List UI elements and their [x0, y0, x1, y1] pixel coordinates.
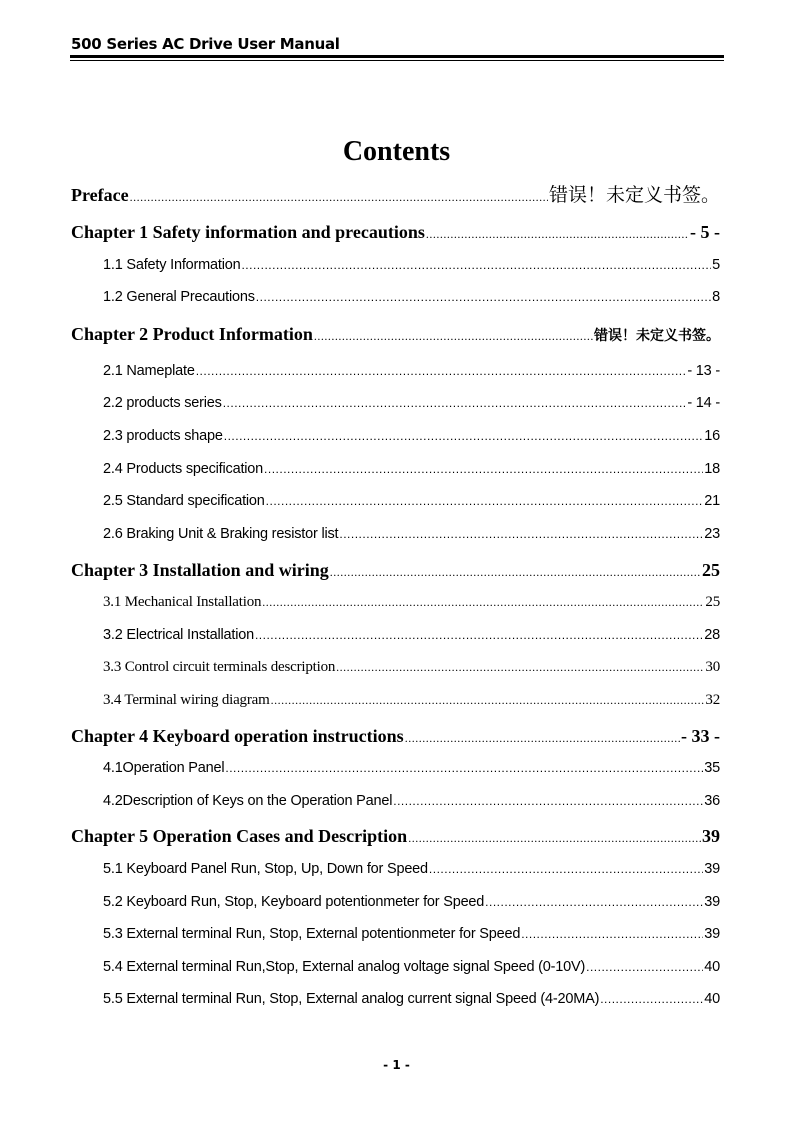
- toc-entry[interactable]: [103, 627, 720, 643]
- dot-leader: [256, 290, 711, 304]
- header-rule-thin: [70, 60, 724, 61]
- dot-leader: [336, 660, 704, 675]
- toc-entry[interactable]: [71, 324, 720, 345]
- dot-leader: [271, 693, 705, 708]
- toc-entry-page: 28: [704, 627, 720, 643]
- toc-entry-label: Chapter 2 Product Information: [71, 324, 313, 344]
- toc-entry-page: - 33 -: [681, 726, 720, 746]
- toc-entry-page: 5: [712, 257, 720, 273]
- toc-entry-page: - 14 -: [687, 395, 720, 411]
- toc-entry-label: 2.4 Products specification: [103, 461, 264, 477]
- contents-title: Contents: [342, 136, 451, 167]
- toc-entry-page: 18: [704, 461, 720, 477]
- toc-entry[interactable]: [71, 826, 720, 847]
- toc-entry[interactable]: [103, 428, 720, 444]
- toc-entry[interactable]: [103, 991, 720, 1007]
- toc-entry-page: 错误！未定义书签。: [594, 328, 720, 344]
- toc-entry[interactable]: [103, 594, 720, 611]
- toc-entry-page: 25: [705, 594, 720, 610]
- toc-entry-page: 39: [704, 894, 720, 910]
- dot-leader: [586, 960, 703, 974]
- toc-entry[interactable]: [103, 289, 720, 305]
- dot-leader: [408, 831, 701, 846]
- toc-entry-label: 5.3 External terminal Run, Stop, External potentionmeter for Speed: [103, 926, 521, 942]
- toc-entry-label: 2.2 products series: [103, 395, 222, 411]
- toc-entry-label: 4.1Operation Panel: [103, 760, 225, 776]
- toc-entry-label: 1.2 General Precautions: [103, 289, 255, 305]
- toc-entry[interactable]: [71, 222, 720, 243]
- dot-leader: [223, 396, 687, 410]
- dot-leader: [426, 227, 689, 242]
- toc-entry-label: 3.2 Electrical Installation: [103, 627, 254, 643]
- dot-leader: [264, 462, 703, 476]
- toc-entry-label: 2.3 products shape: [103, 428, 223, 444]
- toc-entry-page: 40: [704, 959, 720, 975]
- toc-entry-label: 3.4 Terminal wiring diagram: [103, 692, 270, 708]
- toc-entry-label: 2.6 Braking Unit & Braking resistor list: [103, 526, 339, 542]
- toc-entry-page: 39: [704, 861, 720, 877]
- toc-entry-label: Chapter 4 Keyboard operation instructions: [71, 726, 404, 746]
- toc-entry[interactable]: [103, 692, 720, 709]
- toc-entry[interactable]: [103, 894, 720, 910]
- dot-leader: [314, 329, 593, 344]
- dot-leader: [429, 862, 703, 876]
- toc-entry[interactable]: [103, 861, 720, 877]
- toc-entry-label: Chapter 1 Safety information and precautions: [71, 222, 425, 242]
- toc-entry[interactable]: [103, 926, 720, 942]
- header-rule-thick: [70, 55, 724, 58]
- toc-entry-page: 35: [704, 760, 720, 776]
- toc-entry-label: 5.5 External terminal Run, Stop, External analog current signal Speed (4-20MA): [103, 991, 600, 1007]
- toc-entry-label: 5.4 External terminal Run,Stop, External analog voltage signal Speed (0-10V): [103, 959, 586, 975]
- dot-leader: [405, 731, 680, 746]
- toc-entry[interactable]: [103, 793, 720, 809]
- toc-entry[interactable]: [103, 959, 720, 975]
- toc-entry-label: 3.1 Mechanical Installation: [103, 594, 262, 610]
- toc-entry-page: 8: [712, 289, 720, 305]
- toc-entry[interactable]: [71, 180, 720, 207]
- toc-entry-page: 36: [704, 793, 720, 809]
- toc-entry-page: 30: [705, 659, 720, 675]
- toc-entry-page: 16: [704, 428, 720, 444]
- toc-entry[interactable]: [103, 760, 720, 776]
- toc-entry-label: 3.3 Control circuit terminals description: [103, 659, 336, 675]
- toc-entry-page: 32: [705, 692, 720, 708]
- toc-entry-page: - 5 -: [690, 222, 720, 242]
- dot-leader: [241, 258, 711, 272]
- toc-entry[interactable]: [71, 560, 720, 581]
- toc-entry-page: 40: [704, 991, 720, 1007]
- toc-entry-label: 4.2Description of Keys on the Operation Panel: [103, 793, 393, 809]
- toc-entry[interactable]: [103, 363, 720, 379]
- toc-entry-label: Chapter 5 Operation Cases and Description: [71, 826, 408, 846]
- dot-leader: [600, 992, 703, 1006]
- toc-entry-page: - 13 -: [687, 363, 720, 379]
- toc-entry-label: 5.2 Keyboard Run, Stop, Keyboard potentionmeter for Speed: [103, 894, 485, 910]
- dot-leader: [339, 527, 703, 541]
- toc-entry-label: Chapter 3 Installation and wiring: [71, 560, 329, 580]
- toc-entry[interactable]: [71, 726, 720, 747]
- toc-entry-page: 39: [702, 826, 720, 846]
- dot-leader: [225, 761, 703, 775]
- toc-entry-page: 21: [704, 493, 720, 509]
- toc-entry[interactable]: [103, 526, 720, 542]
- toc-entry-label: Preface: [71, 185, 129, 205]
- toc-entry-label: 2.5 Standard specification: [103, 493, 265, 509]
- running-header: 500 Series AC Drive User Manual: [71, 35, 340, 53]
- toc-entry[interactable]: [103, 257, 720, 273]
- dot-leader: [266, 494, 704, 508]
- toc-entry-page: 23: [704, 526, 720, 542]
- toc-entry-page: 错误！未定义书签。: [548, 184, 720, 206]
- dot-leader: [485, 895, 703, 909]
- toc-entry[interactable]: [103, 395, 720, 411]
- toc-entry[interactable]: [103, 659, 720, 676]
- dot-leader: [255, 628, 703, 642]
- dot-leader: [393, 794, 703, 808]
- dot-leader: [130, 190, 548, 205]
- toc-entry-label: 1.1 Safety Information: [103, 257, 241, 273]
- page-number: - 1 -: [383, 1058, 410, 1072]
- dot-leader: [262, 595, 704, 610]
- toc-entry-label: 2.1 Nameplate: [103, 363, 195, 379]
- dot-leader: [330, 565, 701, 580]
- dot-leader: [224, 429, 704, 443]
- dot-leader: [521, 927, 703, 941]
- toc-entry[interactable]: [103, 493, 720, 509]
- toc-entry-page: 39: [704, 926, 720, 942]
- toc-entry[interactable]: [103, 461, 720, 477]
- toc-entry-label: 5.1 Keyboard Panel Run, Stop, Up, Down for Speed: [103, 861, 428, 877]
- toc-entry-page: 25: [702, 560, 720, 580]
- dot-leader: [196, 364, 687, 378]
